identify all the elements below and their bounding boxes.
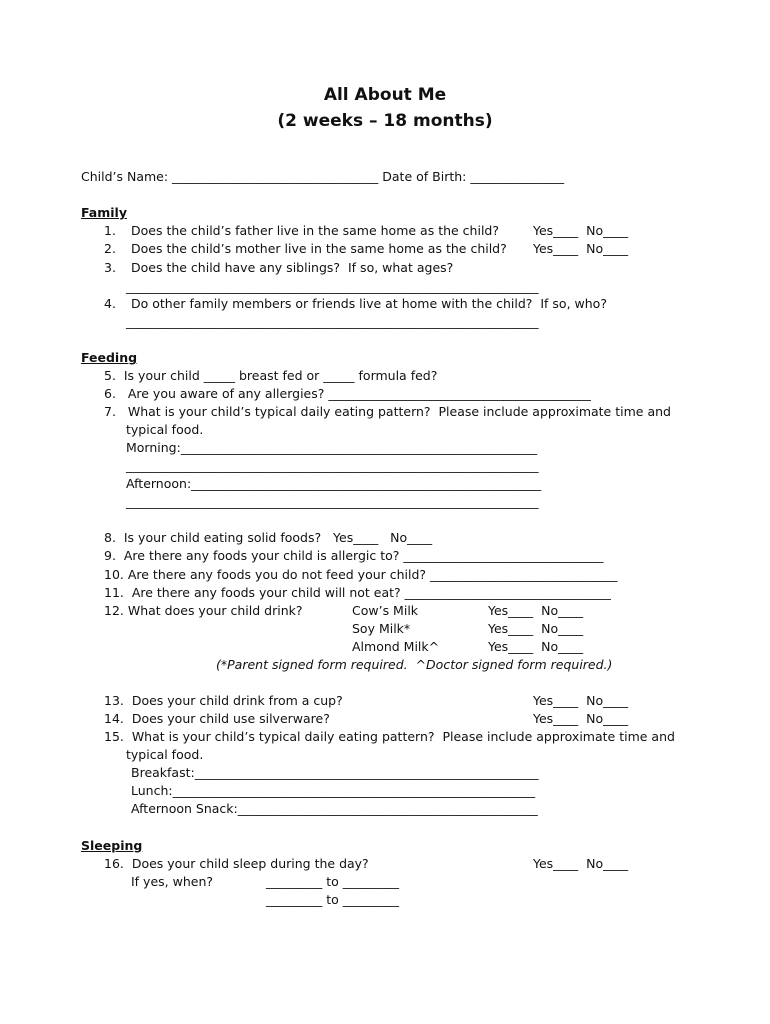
breakfast-line[interactable]: Breakfast:_______________________________________________________	[131, 765, 539, 780]
sleep-time-range-1[interactable]: _________ to _________	[266, 874, 399, 889]
drink-soy-milk-answer[interactable]: Yes____ No____	[488, 621, 584, 636]
sleep-time-range-2[interactable]: _________ to _________	[266, 892, 399, 907]
drink-almond-milk: Almond Milk^	[352, 639, 440, 654]
q4-text: Do other family members or friends live at home with the child? If so, who?	[131, 296, 607, 311]
page-title: All About Me	[323, 85, 447, 105]
q8-text[interactable]: 8. Is your child eating solid foods? Yes____ No____	[104, 530, 433, 545]
drink-almond-milk-answer[interactable]: Yes____ No____	[488, 639, 584, 654]
drink-soy-milk: Soy Milk*	[352, 621, 411, 636]
drink-cows-milk: Cow’s Milk	[352, 603, 419, 618]
q3-text: Does the child have any siblings? If so, what ages?	[131, 260, 454, 275]
afternoon-line[interactable]: Afternoon:________________________________________________________	[126, 476, 542, 491]
q15-continued: typical food.	[126, 747, 204, 762]
q3-answer-line[interactable]: __________________________________________________________________	[126, 279, 539, 294]
q2-answer[interactable]: Yes____ No____	[533, 241, 629, 256]
drink-cows-milk-answer[interactable]: Yes____ No____	[488, 603, 584, 618]
q10-text[interactable]: 10. Are there any foods you do not feed your child? ______________________________	[104, 567, 618, 582]
q15-text: 15. What is your child’s typical daily eating pattern? Please include approximate time and	[104, 729, 675, 744]
if-yes-label: If yes, when?	[131, 874, 214, 889]
q7-text: 7. What is your child’s typical daily eating pattern? Please include approximate time and	[104, 404, 671, 419]
q14-text: 14. Does your child use silverware?	[104, 711, 330, 726]
q12-text: 12. What does your child drink?	[104, 603, 303, 618]
q14-answer[interactable]: Yes____ No____	[533, 711, 629, 726]
form-note: (*Parent signed form required. ^Doctor signed form required.)	[216, 657, 613, 672]
q11-text[interactable]: 11. Are there any foods your child will not eat? _________________________________	[104, 585, 611, 600]
q1-number: 1.	[104, 223, 116, 238]
q2-number: 2.	[104, 241, 116, 256]
afternoon-line-2[interactable]: __________________________________________________________________	[126, 494, 539, 509]
q5-text[interactable]: 5. Is your child _____ breast fed or _____ formula fed?	[104, 368, 438, 383]
q4-number: 4.	[104, 296, 116, 311]
q9-text[interactable]: 9. Are there any foods your child is allergic to? ________________________________	[104, 548, 604, 563]
afternoon-snack-line[interactable]: Afternoon Snack:________________________________________________	[131, 801, 538, 816]
q4-answer-line[interactable]: __________________________________________________________________	[126, 314, 539, 329]
section-feeding: Feeding	[81, 350, 138, 365]
q16-answer[interactable]: Yes____ No____	[533, 856, 629, 871]
page-subtitle: (2 weeks – 18 months)	[277, 111, 493, 131]
q3-number: 3.	[104, 260, 116, 275]
morning-line-2[interactable]: __________________________________________________________________	[126, 458, 539, 473]
section-sleeping: Sleeping	[81, 838, 143, 853]
q2-text: Does the child’s mother live in the same home as the child?	[131, 241, 507, 256]
q13-answer[interactable]: Yes____ No____	[533, 693, 629, 708]
section-family: Family	[81, 205, 127, 220]
q6-text[interactable]: 6. Are you aware of any allergies? __________________________________________	[104, 386, 591, 401]
q16-text: 16. Does your child sleep during the day?	[104, 856, 369, 871]
morning-line[interactable]: Morning:_________________________________________________________	[126, 440, 538, 455]
q7-continued: typical food.	[126, 422, 204, 437]
child-name-dob-line[interactable]: Child’s Name: _________________________________ Date of Birth: _______________	[81, 169, 565, 184]
q13-text: 13. Does your child drink from a cup?	[104, 693, 343, 708]
lunch-line[interactable]: Lunch:__________________________________________________________	[131, 783, 536, 798]
q1-text: Does the child’s father live in the same home as the child?	[131, 223, 499, 238]
q1-answer[interactable]: Yes____ No____	[533, 223, 629, 238]
